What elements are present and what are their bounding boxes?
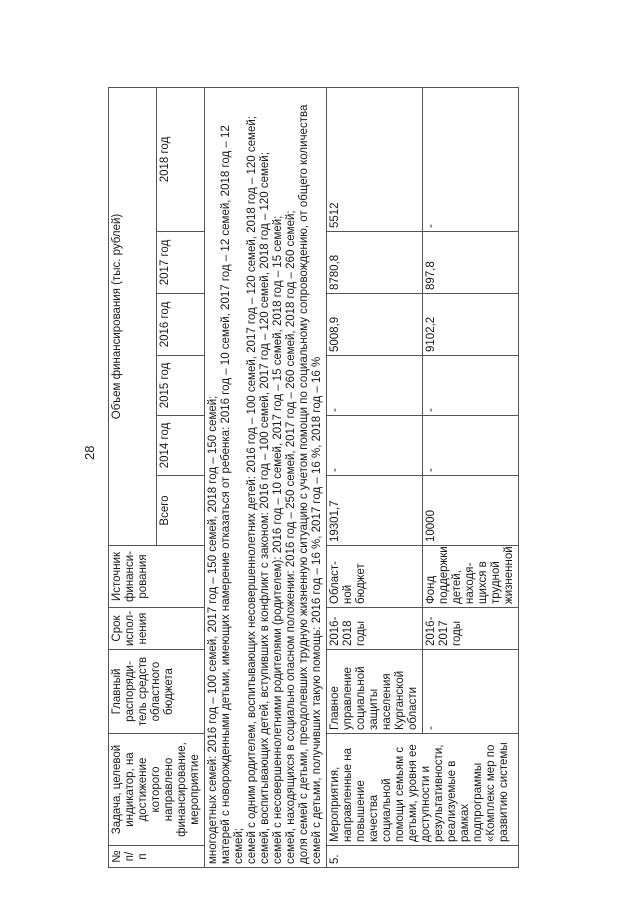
header-year-2014: 2014 год [157,416,205,476]
table-row [327,88,423,868]
row-total: 10000 [423,476,519,546]
row-manager: - [423,650,519,734]
note-line: семей, находящихся в социально опасном положении: 2016 год – 250 семей, 2017 год – 260 семей, 2018 год – 260 семей; [285,210,297,864]
row-num: 5. [327,846,519,868]
row-term: 2016-2017 годы [423,608,519,650]
note-line: семей, воспитывающих детей, вступивших в конфликт с законом: 2016 год – 100 семей, 2017 год – 120 семей, 2018 год – 120 семей; [259,152,271,864]
row-2016: 9102,2 [423,294,519,356]
header-total: Всего [157,476,205,546]
note-line: матерей с новорожденными детьми, имеющих намерение отказаться от ребенка: 2016 год – 10 семей, 2017 год – 12 семей, 2018 год – 12 семей; [220,125,245,864]
row-source: Област-ной бюджет [327,546,423,608]
row-2015: - [423,356,519,416]
header-task: Задача, целевой индикатор, на достижение которого направлено финансирование, мероприятие [109,734,205,846]
row-manager: Главное управление социальной защиты населения Курганской области [327,650,423,734]
financing-table [108,87,519,868]
row-2018: - [423,88,519,232]
note-line: семей с одним родителем, воспитывающих несовершеннолетних детей: 2016 год – 100 семей, 2017 год – 120 семей, 2018 год – 120 семей; [246,116,258,864]
row-2014: - [327,416,423,476]
rotated-page-content [108,88,613,868]
note-line: доля семей с детьми, преодолевших трудную жизненную ситуацию с учетом помощи по социальному сопровождению, от общего количества семей с детьми, получивших такую помощь: 2016 год – 16 %, 2017 год – 16 %, 2018 год – 16 % [298,104,323,864]
row-2016: 5008,9 [327,294,423,356]
row-task: Мероприятия, направленные на повышение качества социальной помощи семьям с детьми, уровня ее доступности и результативности, реализуемые в рамках подпрограммы «Комплекс мер по развитию системы [327,734,519,846]
row-2017: 897,8 [423,232,519,294]
header-manager: Главный распоряди-тель средств областного бюджета [109,650,205,734]
page-number: 28 [82,445,97,460]
note-line: многодетных семей: 2016 год – 100 семей, 2017 год – 150 семей, 2018 год – 150 семей; [207,395,219,864]
header-num: № п/п [109,846,205,868]
row-2015: - [327,356,423,416]
row-2018: 5512 [327,88,423,232]
notes-row [205,88,327,868]
header-year-2016: 2016 год [157,294,205,356]
header-year-2015: 2015 год [157,356,205,416]
header-year-2017: 2017 год [157,232,205,294]
row-source: Фонд поддержки детей, находя-щихся в трудной жизненной [423,546,519,608]
header-term: Срок испол-нения [109,608,205,650]
header-year-2018: 2018 год [157,88,205,232]
row-2017: 8780,8 [327,232,423,294]
row-total: 19301,7 [327,476,423,546]
header-volume: Объем финансирования (тыс. рублей) [109,88,157,546]
header-source: Источник финанси-рования [109,546,205,608]
row-term: 2016-2018 годы [327,608,423,650]
note-line: семей с несовершеннолетними родителями (родителем): 2016 год – 10 семей, 2017 год – 15 семей, 2018 год – 15 семей; [272,215,284,864]
row-2014: - [423,416,519,476]
table-header-row [109,88,157,868]
